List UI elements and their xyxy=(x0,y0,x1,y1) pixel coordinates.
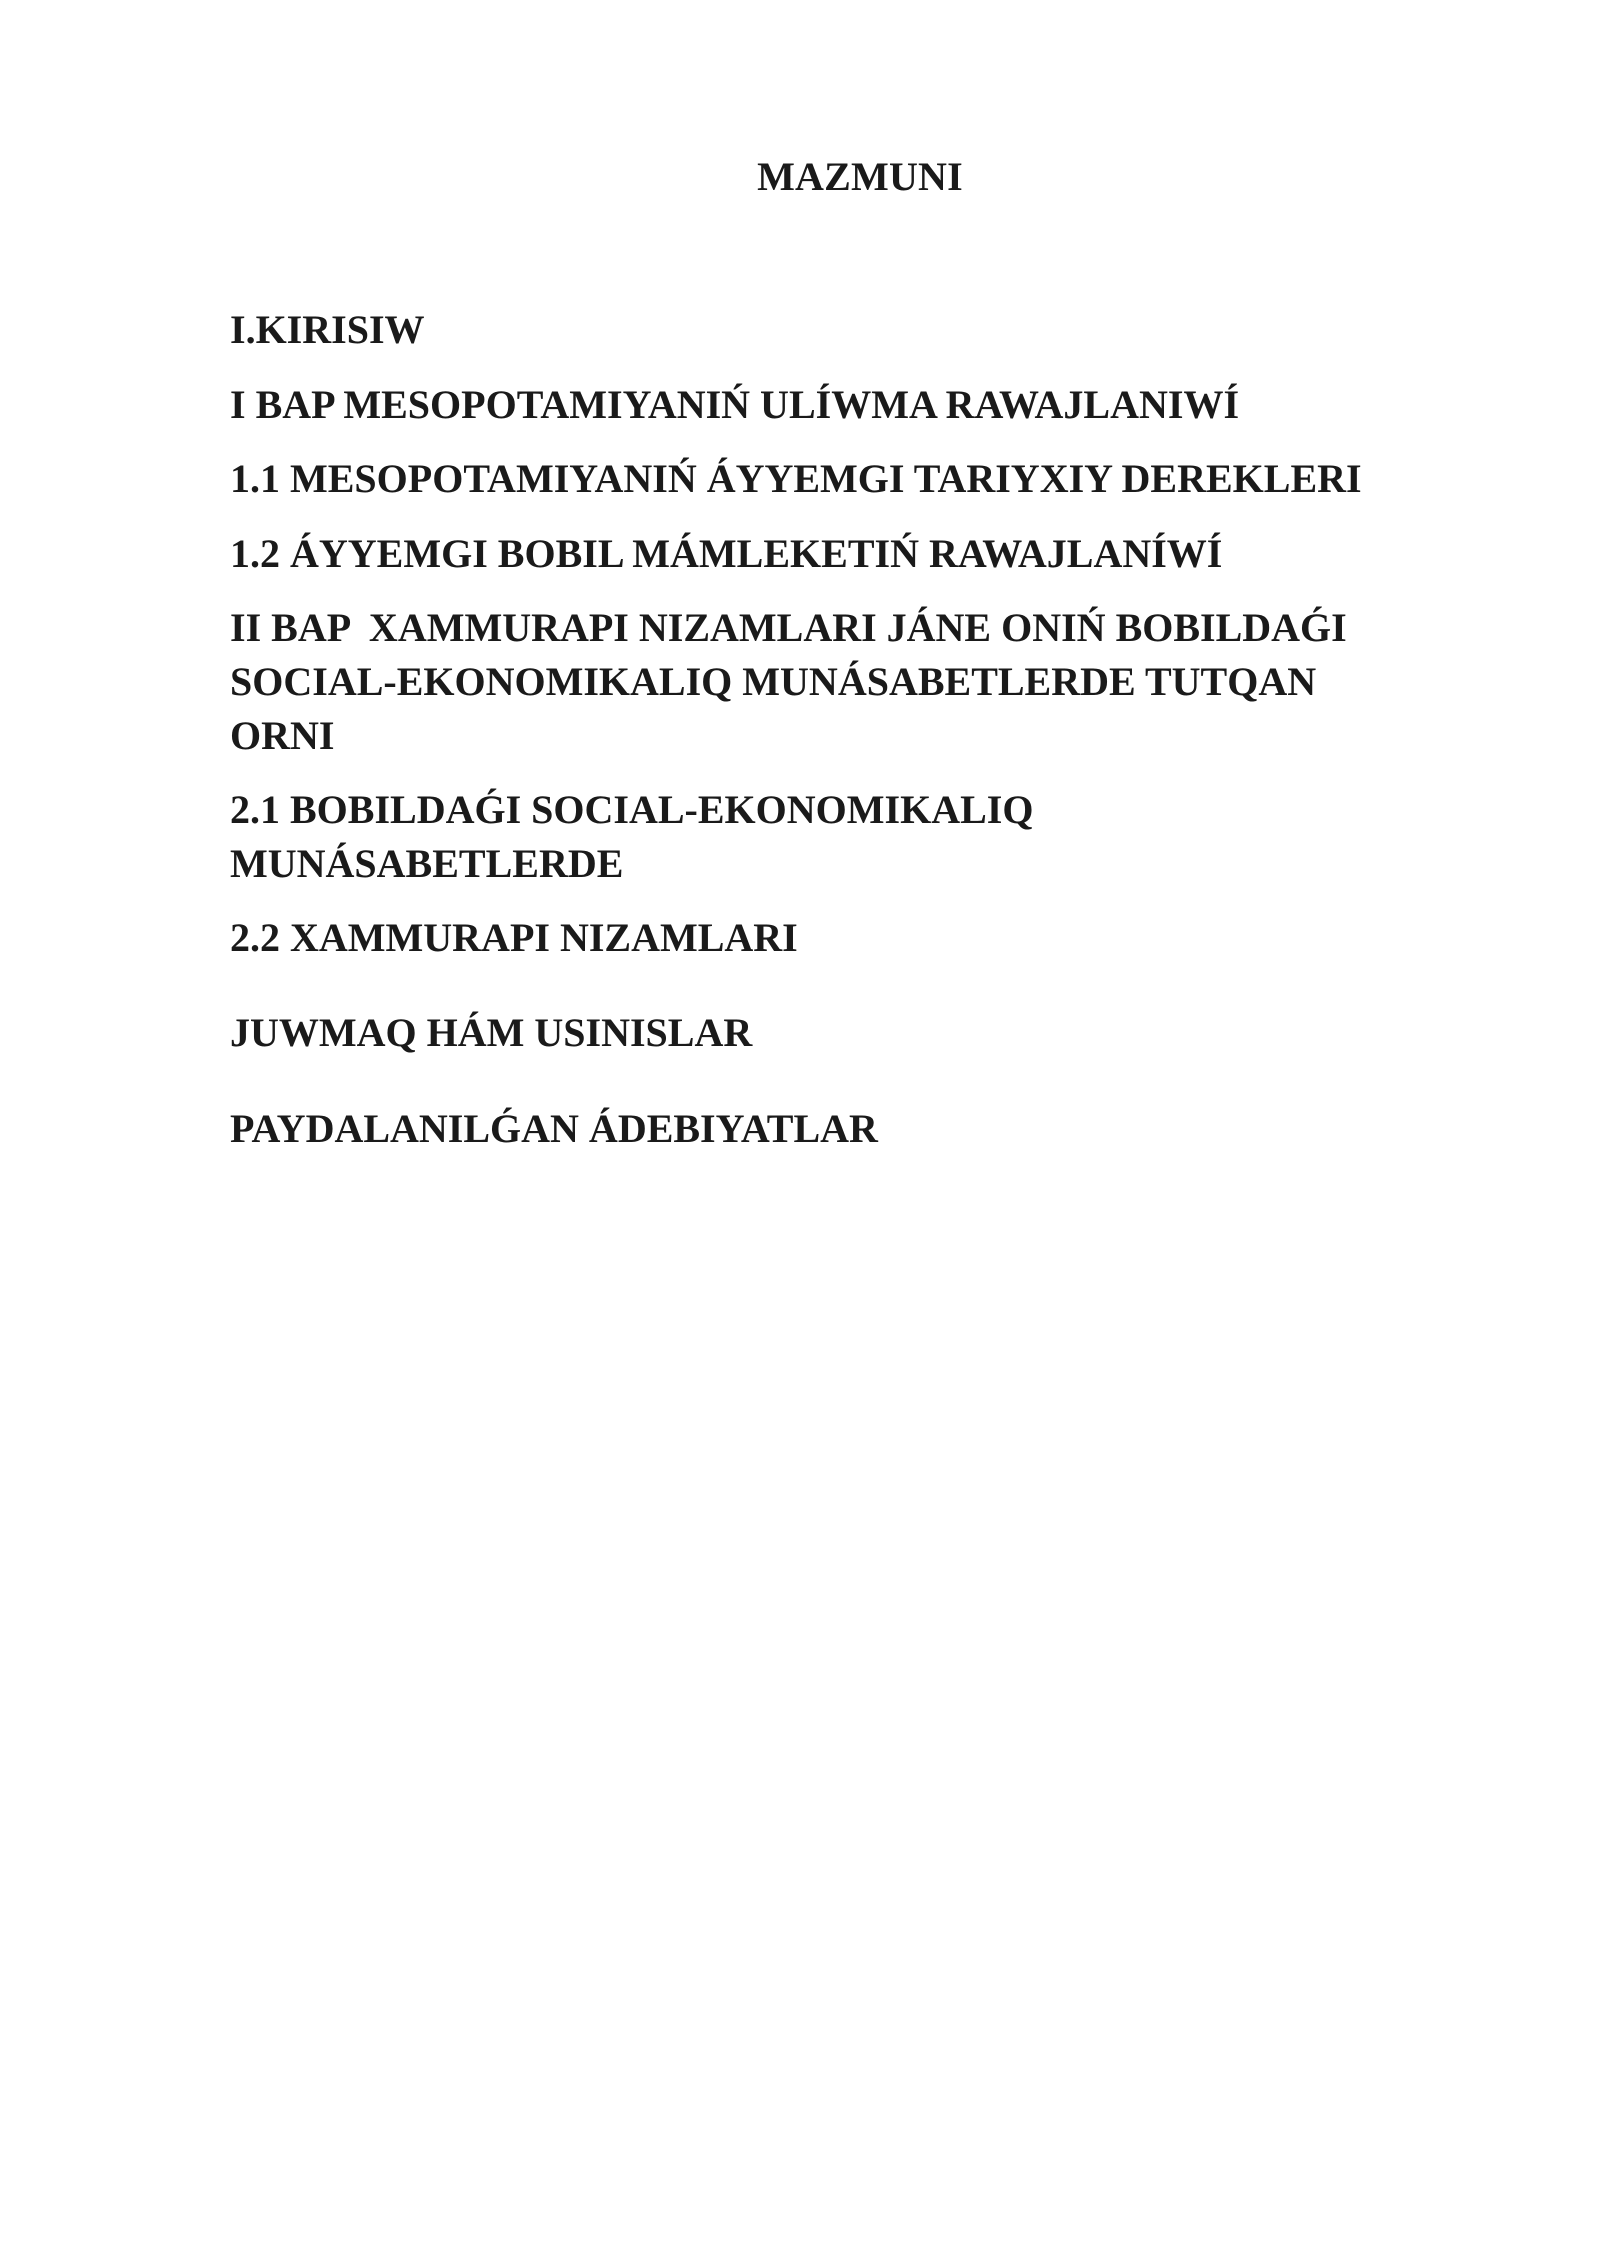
toc-item-introduction: I.KIRISIW xyxy=(230,307,425,352)
toc-item-references: PAYDALANILǴAN ÁDEBIYATLAR xyxy=(230,1106,878,1151)
toc-item-section-1-1: 1.1 MESOPOTAMIYANIŃ ÁYYEMGI TARIYXIY DEREKLERI xyxy=(230,456,1362,501)
page-title: MAZMUNI xyxy=(757,154,963,199)
toc-item-section-2-1: 2.1 BOBILDAǴI SOCIAL-EKONOMIKALIQ MUNÁSABETLERDE xyxy=(230,787,1034,886)
toc-item-chapter-2: II BAP XAMMURAPI NIZAMLARI JÁNE ONIŃ BOBILDAǴI SOCIAL-EKONOMIKALIQ MUNÁSABETLERDE TUTQAN ORNI xyxy=(230,605,1347,758)
toc-item-conclusion: JUWMAQ HÁM USINISLAR xyxy=(230,1010,753,1055)
toc-item-section-2-2: 2.2 XAMMURAPI NIZAMLARI xyxy=(230,915,798,960)
toc-item-section-1-2: 1.2 ÁYYEMGI BOBIL MÁMLEKETIŃ RAWAJLANÍWÍ xyxy=(230,531,1223,576)
toc-item-chapter-1: I BAP MESOPOTAMIYANIŃ ULÍWMA RAWAJLANIWÍ xyxy=(230,382,1240,427)
